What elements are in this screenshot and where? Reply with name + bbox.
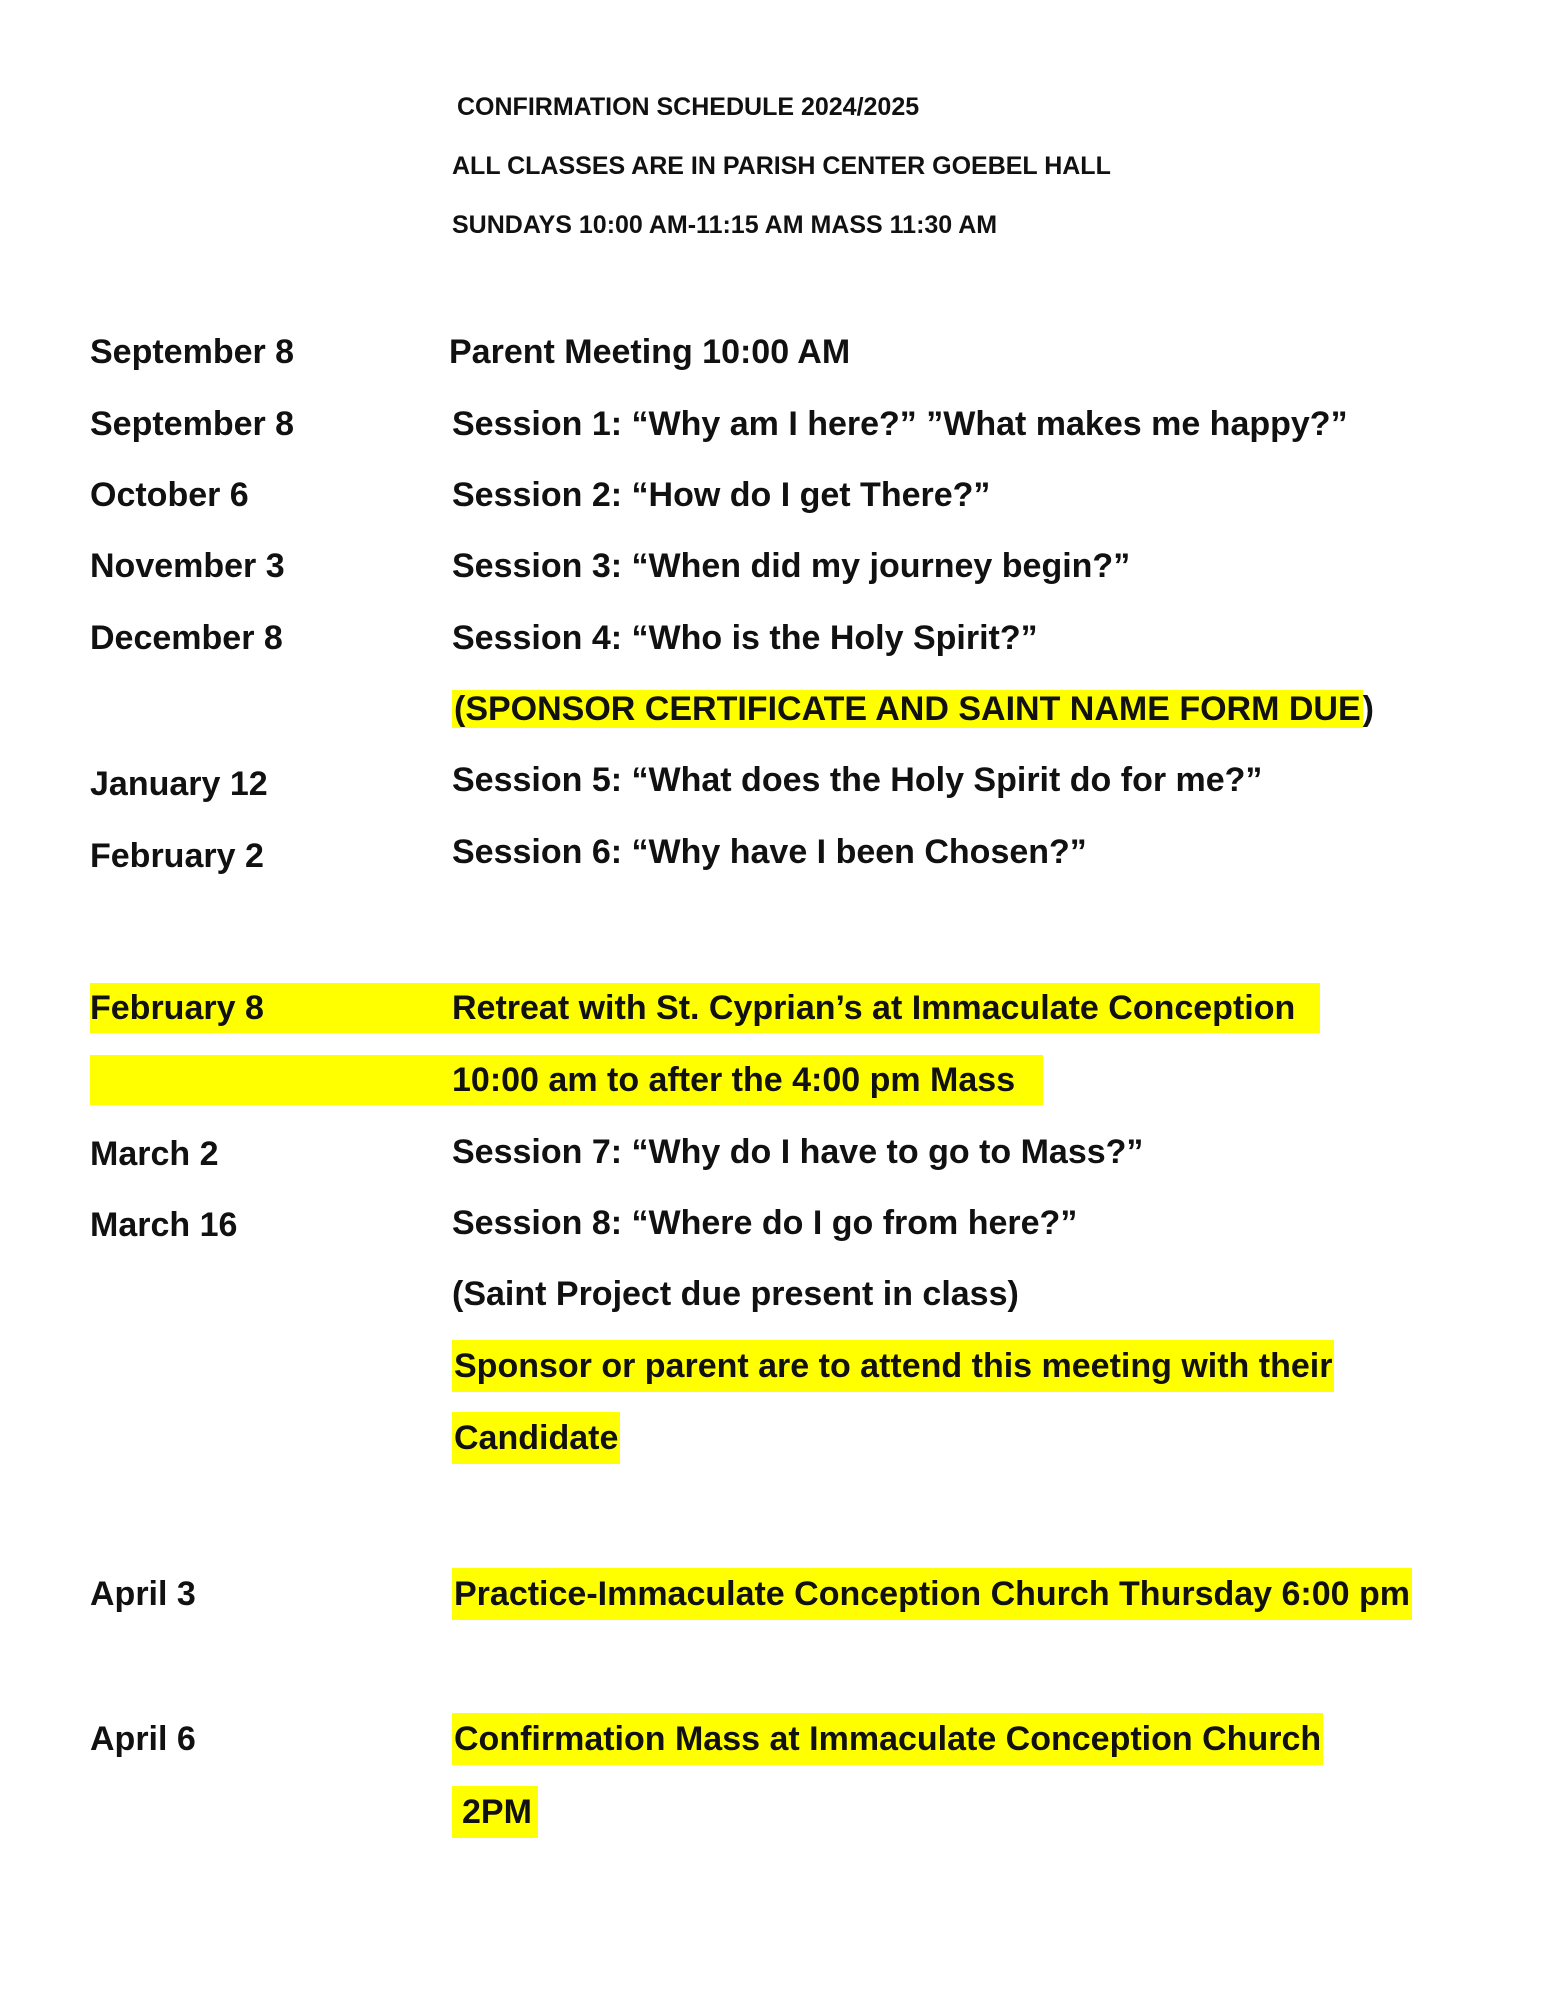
schedule-date: January 12 bbox=[90, 765, 268, 803]
schedule-event bbox=[452, 1416, 620, 1464]
location-note: ALL CLASSES ARE IN PARISH CENTER GOEBEL HALL bbox=[452, 152, 1111, 180]
schedule-event bbox=[452, 687, 1374, 731]
schedule-event bbox=[452, 1790, 538, 1838]
schedule-row bbox=[0, 330, 1545, 374]
schedule-event bbox=[452, 1344, 1334, 1392]
confirmation-mass-note: Confirmation Mass at Immaculate Conception Church bbox=[452, 1713, 1323, 1765]
schedule-date: March 2 bbox=[90, 1135, 219, 1173]
schedule-row bbox=[0, 986, 1545, 1030]
schedule-date: September 8 bbox=[90, 405, 295, 443]
schedule-date: November 3 bbox=[90, 547, 285, 585]
schedule-row bbox=[0, 1790, 1545, 1834]
schedule-event bbox=[452, 1717, 1323, 1765]
candidate-note: Candidate bbox=[452, 1412, 620, 1464]
schedule-event: Retreat with St. Cyprian’s at Immaculate Conception bbox=[452, 989, 1296, 1027]
schedule-date: December 8 bbox=[90, 619, 283, 657]
schedule-title: CONFIRMATION SCHEDULE 2024/2025 bbox=[457, 93, 920, 121]
practice-note: Practice-Immaculate Conception Church Thursday 6:00 pm bbox=[452, 1568, 1412, 1620]
schedule-event: Session 1: “Why am I here?” ”What makes me happy?” bbox=[452, 405, 1348, 443]
schedule-date: February 2 bbox=[90, 837, 264, 875]
schedule-row bbox=[0, 1344, 1545, 1388]
schedule-row bbox=[0, 687, 1545, 731]
schedule-event: 10:00 am to after the 4:00 pm Mass bbox=[452, 1061, 1016, 1099]
confirmation-time-note: 2PM bbox=[452, 1786, 538, 1838]
schedule-row bbox=[0, 544, 1545, 588]
schedule-row bbox=[0, 1058, 1545, 1102]
schedule-event: Session 2: “How do I get There?” bbox=[452, 476, 991, 514]
schedule-row bbox=[0, 402, 1545, 446]
schedule-event: Session 7: “Why do I have to go to Mass?” bbox=[452, 1133, 1144, 1171]
schedule-row bbox=[0, 1132, 1545, 1176]
sponsor-attend-note: Sponsor or parent are to attend this meeting with their bbox=[452, 1340, 1334, 1392]
schedule-row bbox=[0, 473, 1545, 517]
closing-paren: ) bbox=[1362, 690, 1374, 728]
schedule-date: April 3 bbox=[90, 1575, 196, 1613]
times-note: SUNDAYS 10:00 AM-11:15 AM MASS 11:30 AM bbox=[452, 211, 998, 239]
schedule-event: Session 6: “Why have I been Chosen?” bbox=[452, 833, 1087, 871]
schedule-row bbox=[0, 834, 1545, 878]
schedule-row bbox=[0, 1272, 1545, 1316]
schedule-date: April 6 bbox=[90, 1720, 196, 1758]
schedule-row bbox=[0, 1572, 1545, 1616]
schedule-event: Session 5: “What does the Holy Spirit do for me?” bbox=[452, 761, 1263, 799]
schedule-event: Session 3: “When did my journey begin?” bbox=[452, 547, 1131, 585]
sponsor-certificate-note: (SPONSOR CERTIFICATE AND SAINT NAME FORM DUE bbox=[454, 690, 1361, 728]
schedule-date: October 6 bbox=[90, 476, 249, 514]
schedule-event: Session 8: “Where do I go from here?” bbox=[452, 1204, 1078, 1242]
schedule-row bbox=[0, 762, 1545, 806]
schedule-row bbox=[0, 616, 1545, 660]
schedule-event: Session 4: “Who is the Holy Spirit?” bbox=[452, 619, 1038, 657]
schedule-row bbox=[0, 1416, 1545, 1460]
schedule-row bbox=[0, 1717, 1545, 1761]
schedule-row bbox=[0, 1203, 1545, 1247]
schedule-event bbox=[452, 1572, 1412, 1620]
schedule-event: (Saint Project due present in class) bbox=[452, 1275, 1019, 1313]
schedule-date: February 8 bbox=[90, 989, 264, 1027]
schedule-event: Parent Meeting 10:00 AM bbox=[449, 333, 851, 371]
schedule-date: September 8 bbox=[90, 333, 295, 371]
schedule-date: March 16 bbox=[90, 1206, 238, 1244]
